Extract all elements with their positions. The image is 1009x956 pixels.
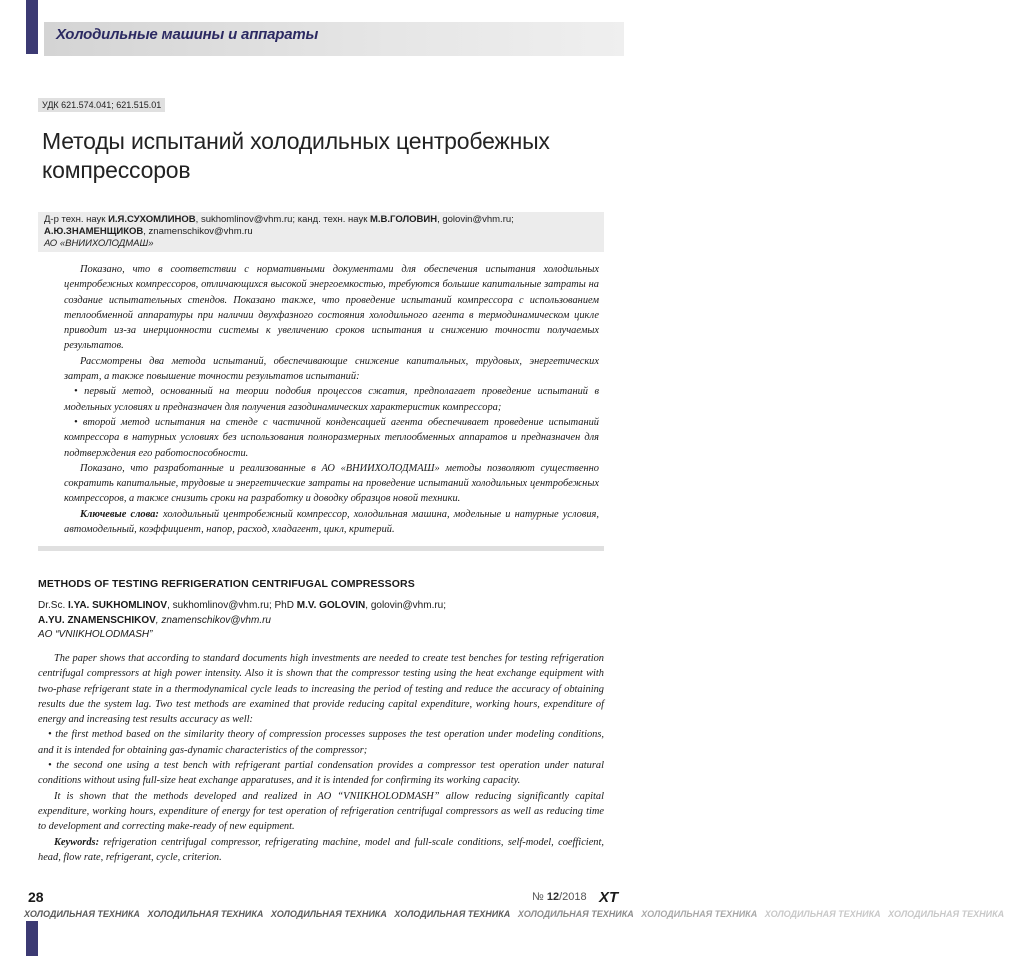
footer-label: ХОЛОДИЛЬНАЯ ТЕХНИКА: [147, 909, 264, 919]
journal-logo: [599, 887, 621, 905]
author1-name: И.Я.СУХОМЛИНОВ: [108, 214, 196, 225]
keywords-ru-label: Ключевые слова:: [80, 508, 159, 520]
abstract-ru-p3: • первый метод, основанный на теории подобия процессов сжатия, предполагает проведение испытаний в модельных условиях и предназначен для получения газодинамических характеристик компрессора;: [64, 386, 599, 413]
abstract-en-p2: • the first method based on the similarity theory of compression processes supposes the test operation under modeling conditions, and it is intended for obtaining gas-dynamic characteristics of the compressor;: [38, 729, 604, 756]
author1-degree: Д-р техн. наук: [44, 214, 109, 225]
footer-label: ХОЛОДИЛЬНАЯ ТЕХНИКА: [641, 909, 758, 919]
keywords-en-label: Keywords:: [54, 836, 100, 848]
abstract-ru: [64, 262, 599, 537]
issue-prefix: №: [532, 891, 547, 903]
author2-email: , golovin@vhm.ru;: [437, 214, 514, 225]
accent-bar-bottom: [26, 921, 38, 956]
footer-band: [24, 907, 1005, 921]
author1-name-en: I.YA. SUKHOMLINOV: [68, 600, 168, 611]
authors-en: [38, 599, 604, 643]
section-divider: [38, 546, 604, 551]
article-title-en: METHODS OF TESTING REFRIGERATION CENTRIFUGAL COMPRESSORS: [38, 578, 415, 590]
accent-bar-top: [26, 0, 38, 54]
footer-label: ХОЛОДИЛЬНАЯ ТЕХНИКА: [517, 909, 634, 919]
section-title: Холодильные машины и аппараты: [56, 26, 319, 43]
issue-year: /2018: [559, 891, 587, 903]
author3-name-en: A.YU. ZNAMENSCHIKOV: [38, 614, 156, 626]
author3-email-en: , znamenschikov@vhm.ru: [155, 614, 271, 626]
organization-en: AO “VNIIKHOLODMASH”: [38, 629, 153, 640]
issue-no: 12: [546, 891, 560, 903]
abstract-ru-p2: Рассмотрены два метода испытаний, обеспечивающие снижение капитальных, трудовых, энергетических затрат, а также повышение точности результатов испытаний:: [64, 355, 599, 383]
keywords-en-text: refrigeration centrifugal compressor, refrigerating machine, model and full-scale conditions, self-model, coefficient, head, flow rate, refrigerant, cycle, criterion.: [38, 836, 604, 863]
abstract-en-p1: The paper shows that according to standard documents high investments are needed to create test benches for testing refrigeration centrifugal compressors at high power intensity. Also it is shown that the compressor testing using the heat exchange equipment with two-phase refrigerant state in a thermodynamical cycle leads to increasing the period of testing and reduce the accuracy of obtaining results due the system lag. Two test methods are examined that provide reducing capital expenditure, working hours, expenditure of energy and increasing test results accuracy as well:: [38, 653, 604, 726]
author1-email: , sukhomlinov@vhm.ru; канд. техн. наук: [195, 214, 370, 225]
page-number: 28: [28, 889, 44, 905]
footer-label: ХОЛОДИЛЬНАЯ ТЕХНИКА: [24, 909, 140, 919]
footer-label: ХОЛОДИЛЬНАЯ ТЕХНИКА: [270, 909, 387, 919]
footer-label: ХОЛОДИЛЬНАЯ ТЕХНИКА: [764, 909, 881, 919]
abstract-en: [38, 651, 604, 865]
author2-email-en: , golovin@vhm.ru;: [365, 600, 447, 611]
abstract-en-p4: It is shown that the methods developed and realized in AO “VNIIKHOLODMASH” allow reducing significantly capital expenditure, working hours, expenditure of energy for test operation of refrigeration centrifugal compressors as well as reducing time to development and correcting make-ready of new equipment.: [38, 790, 604, 833]
author1-email-en: , sukhomlinov@vhm.ru; PhD: [167, 600, 297, 611]
footer-label: ХОЛОДИЛЬНАЯ ТЕХНИКА: [394, 909, 511, 919]
author2-name: М.В.ГОЛОВИН: [370, 214, 438, 225]
journal-logo-text: ХТ: [599, 889, 619, 906]
author3-name: А.Ю.ЗНАМЕНЩИКОВ: [44, 226, 144, 237]
abstract-en-p3: • the second one using a test bench with refrigerant partial condensation provides a compressor test operation under natural conditions without using full-size heat exchange apparatuses, and it is intended for confirming its working capacity.: [38, 760, 604, 787]
abstract-ru-p5: Показано, что разработанные и реализованные в АО «ВНИИХОЛОДМАШ» методы позволяют существенно сократить капитальные, трудовые и энергетические затраты на проведение испытаний холодильных центробежных компрессоров, а также снизить сроки на разработку и доводку образцов новой техники.: [64, 462, 599, 505]
abstract-ru-p1: Показано, что в соответствии с нормативными документами для обеспечения испытания холодильных центробежных компрессоров, отличающихся высокой энергоемкостью, требуются большие капитальные затраты на создание испытательных стендов. Показано также, что проведение испытаний компрессора с использованием теплообменной аппаратуры при наличии двухфазного состояния холодильного агента в термодинамическом цикле приводит из-за инерционности системы к увеличению сроков испытания и снижению точности получаемых результатов.: [64, 264, 599, 352]
issue-number: [532, 891, 587, 903]
author1-degree-en: Dr.Sc.: [38, 600, 69, 611]
footer-label: ХОЛОДИЛЬНАЯ ТЕХНИКА: [888, 909, 1005, 919]
keywords-ru: [64, 507, 599, 538]
authors-ru: [38, 212, 604, 252]
abstract-ru-p4: • второй метод испытания на стенде с частичной конденсацией агента обеспечивает проведение испытаний компрессора в натурных условиях без использования полноразмерных теплообменных аппаратов и предназначен для подтверждения его работоспособности.: [64, 416, 599, 459]
article-title-ru: Методы испытаний холодильных центробежных компрессоров: [42, 128, 550, 183]
udc-code: УДК 621.574.041; 621.515.01: [38, 98, 165, 112]
author2-name-en: M.V. GOLOVIN: [296, 600, 366, 611]
organization: АО «ВНИИХОЛОДМАШ»: [44, 238, 154, 249]
keywords-ru-text: холодильный центробежный компрессор, холодильная машина, модельные и натурные условия, автомодельный, коэффициент, напор, расход, хладагент, цикл, критерий.: [64, 508, 599, 536]
author3-email: , znamenschikov@vhm.ru: [143, 226, 253, 237]
keywords-en: [38, 835, 604, 866]
